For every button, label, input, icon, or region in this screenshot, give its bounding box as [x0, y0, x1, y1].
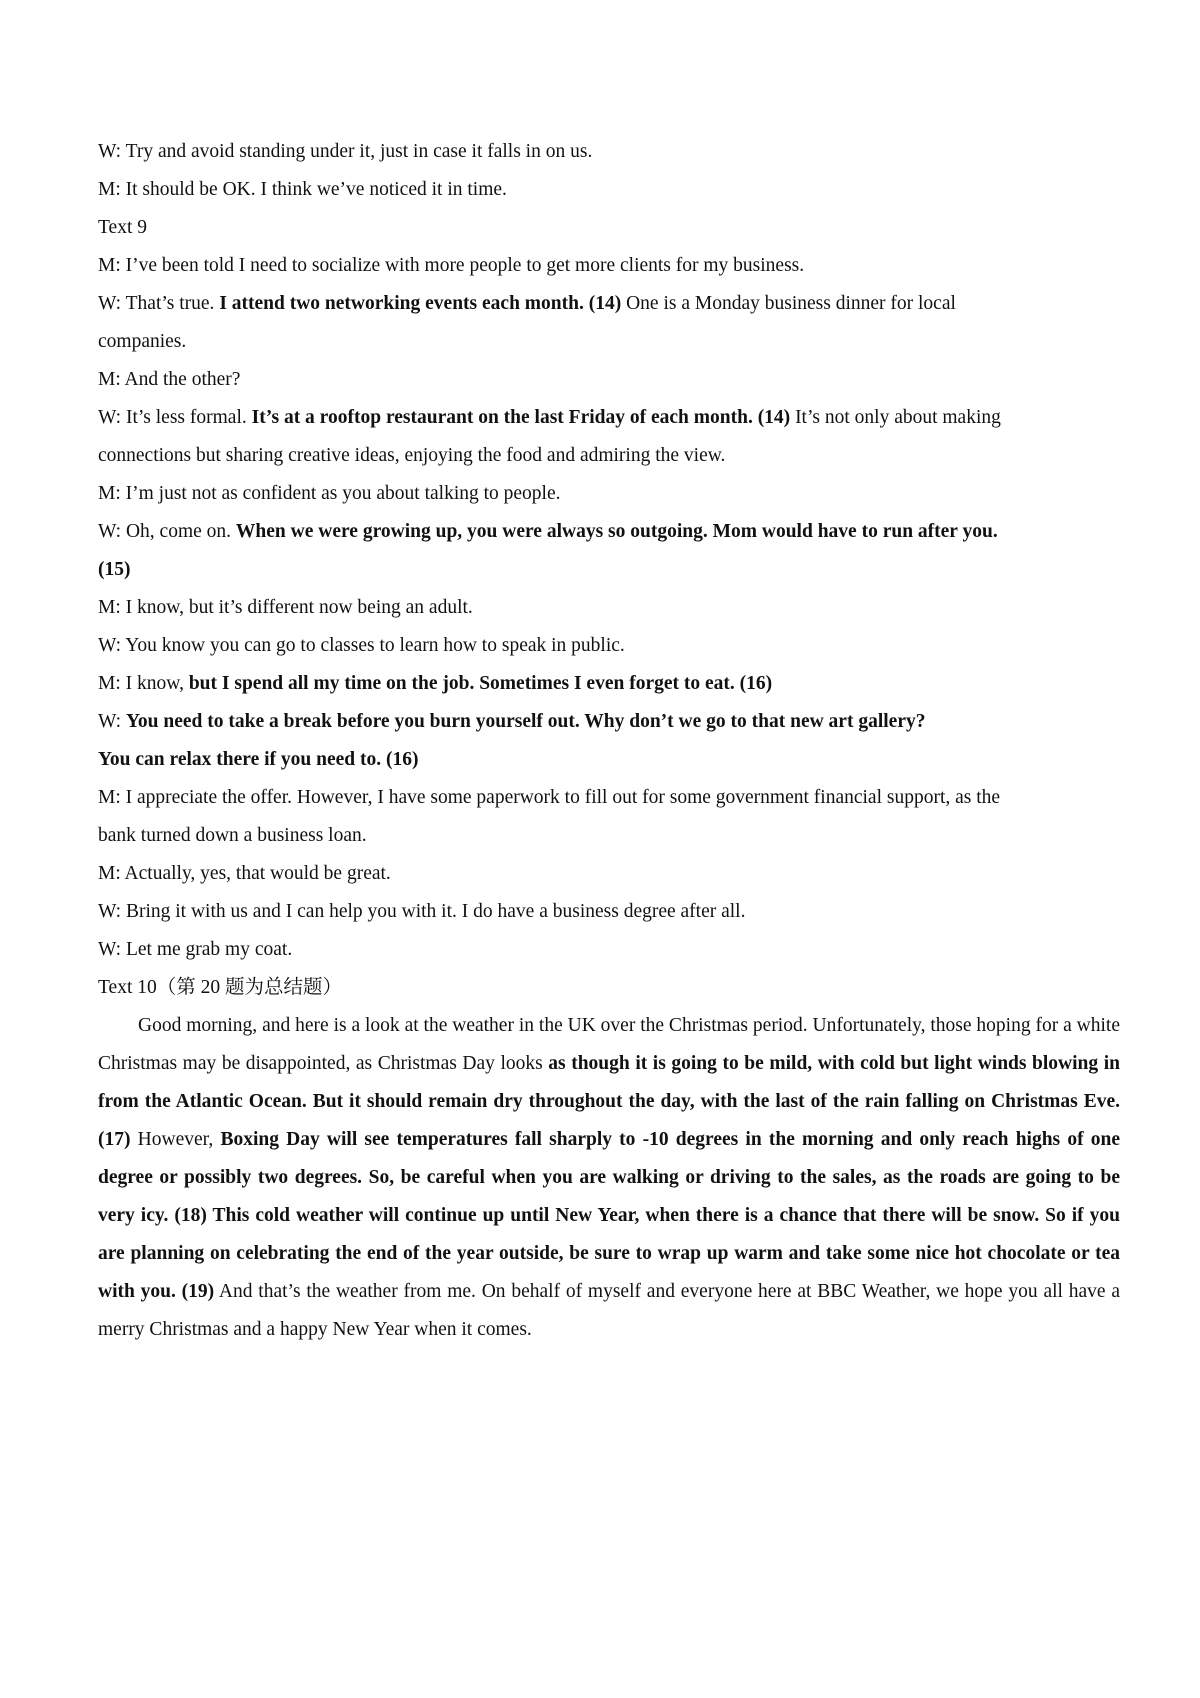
text-run: W: That’s true. [98, 293, 220, 314]
text-run: bank turned down a business loan. [98, 825, 367, 846]
text-run: M: And the other? [98, 369, 241, 390]
text-line [98, 323, 1120, 361]
text-run: M: I know, [98, 673, 189, 694]
text-line [98, 969, 1120, 1007]
text-line [98, 855, 1120, 893]
bold-answer-text: Boxing Day will see temperatures fall sharply to -10 degrees in the morning and only reach highs of one degree or possibly two degrees. So, be careful when you are walking or driving to the sales, as the roads are going to be very icy. (18) This cold weather will continue up until New Year, when there is a chance that there will be snow. So if you are planning on celebrating the end of the year outside, be sure to wrap up warm and take some nice hot chocolate or tea with you. (19) [98, 1129, 1121, 1302]
text-run: W: Bring it with us and I can help you with it. I do have a business degree after all. [98, 901, 746, 922]
bold-answer-text: You need to take a break before you burn yourself out. Why don’t we go to that new art gallery? [125, 711, 926, 732]
text-run: W: You know you can go to classes to learn how to speak in public. [98, 635, 625, 656]
text-run: Text 10（第 20 题为总结题） [98, 977, 342, 998]
text-line [98, 893, 1120, 931]
text-line [98, 437, 1120, 475]
text-line [98, 779, 1120, 817]
weather-paragraph [98, 1007, 1120, 1349]
text-line [98, 931, 1120, 969]
text-line [98, 171, 1120, 209]
bold-answer-text: I attend two networking events each month. (14) [219, 293, 622, 314]
text-run: W: [98, 711, 126, 732]
text-line [98, 399, 1120, 437]
text-run: M: I know, but it’s different now being an adult. [98, 597, 473, 618]
text-line [98, 209, 1120, 247]
text-line [98, 247, 1120, 285]
bold-answer-text: but I spend all my time on the job. Sometimes I even forget to eat. (16) [188, 673, 773, 694]
transcript-content [98, 133, 1120, 1349]
text-line [98, 551, 1120, 589]
text-line [98, 513, 1120, 551]
text-line [98, 741, 1120, 779]
text-line [98, 285, 1120, 323]
text-line [98, 133, 1120, 171]
text-run: companies. [98, 331, 187, 352]
text-line [98, 817, 1120, 855]
text-line [98, 361, 1120, 399]
text-run: Text 9 [98, 217, 147, 238]
text-line [98, 475, 1120, 513]
text-line [98, 589, 1120, 627]
text-run: M: It should be OK. I think we’ve noticed it in time. [98, 179, 507, 200]
text-line [98, 703, 1120, 741]
text-run: Good morning, and here is a look at the weather in the UK over the Christmas period. Unfortunately, those hoping for a white Christmas may be disappointed, as Christmas Day looks [98, 1015, 1120, 1074]
bold-answer-text: (15) [98, 559, 131, 580]
text-run: It’s not only about making [790, 407, 1001, 428]
dialogue-lines [98, 133, 1120, 1007]
text-run: M: I’ve been told I need to socialize with more people to get more clients for my business. [98, 255, 805, 276]
text-run: W: Try and avoid standing under it, just in case it falls in on us. [98, 141, 593, 162]
bold-answer-text: It’s at a rooftop restaurant on the last Friday of each month. (14) [251, 407, 791, 428]
text-run: M: I’m just not as confident as you about talking to people. [98, 483, 561, 504]
bold-answer-text: as though it is going to be mild, with cold but light winds blowing in from the Atlantic Ocean. But it should remain dry throughout the day, with the last of the rain falling on Christmas Eve. (17) [98, 1053, 1120, 1150]
text-run: W: It’s less formal. [98, 407, 252, 428]
text-run: M: I appreciate the offer. However, I have some paperwork to fill out for some government financial support, as the [98, 787, 1001, 808]
text-line [98, 627, 1120, 665]
text-run: M: Actually, yes, that would be great. [98, 863, 391, 884]
text-run: However, [130, 1129, 221, 1150]
text-run: And that’s the weather from me. On behalf of myself and everyone here at BBC Weather, we hope you all have a merry Christmas and a happy New Year when it comes. [98, 1281, 1121, 1340]
text-run: W: Oh, come on. [98, 521, 236, 542]
text-run: W: Let me grab my coat. [98, 939, 293, 960]
text-run: connections but sharing creative ideas, enjoying the food and admiring the view. [98, 445, 726, 466]
bold-answer-text: You can relax there if you need to. (16) [98, 749, 419, 770]
text-line [98, 665, 1120, 703]
bold-answer-text: When we were growing up, you were always so outgoing. Mom would have to run after you. [235, 521, 998, 542]
text-run: One is a Monday business dinner for local [621, 293, 956, 314]
